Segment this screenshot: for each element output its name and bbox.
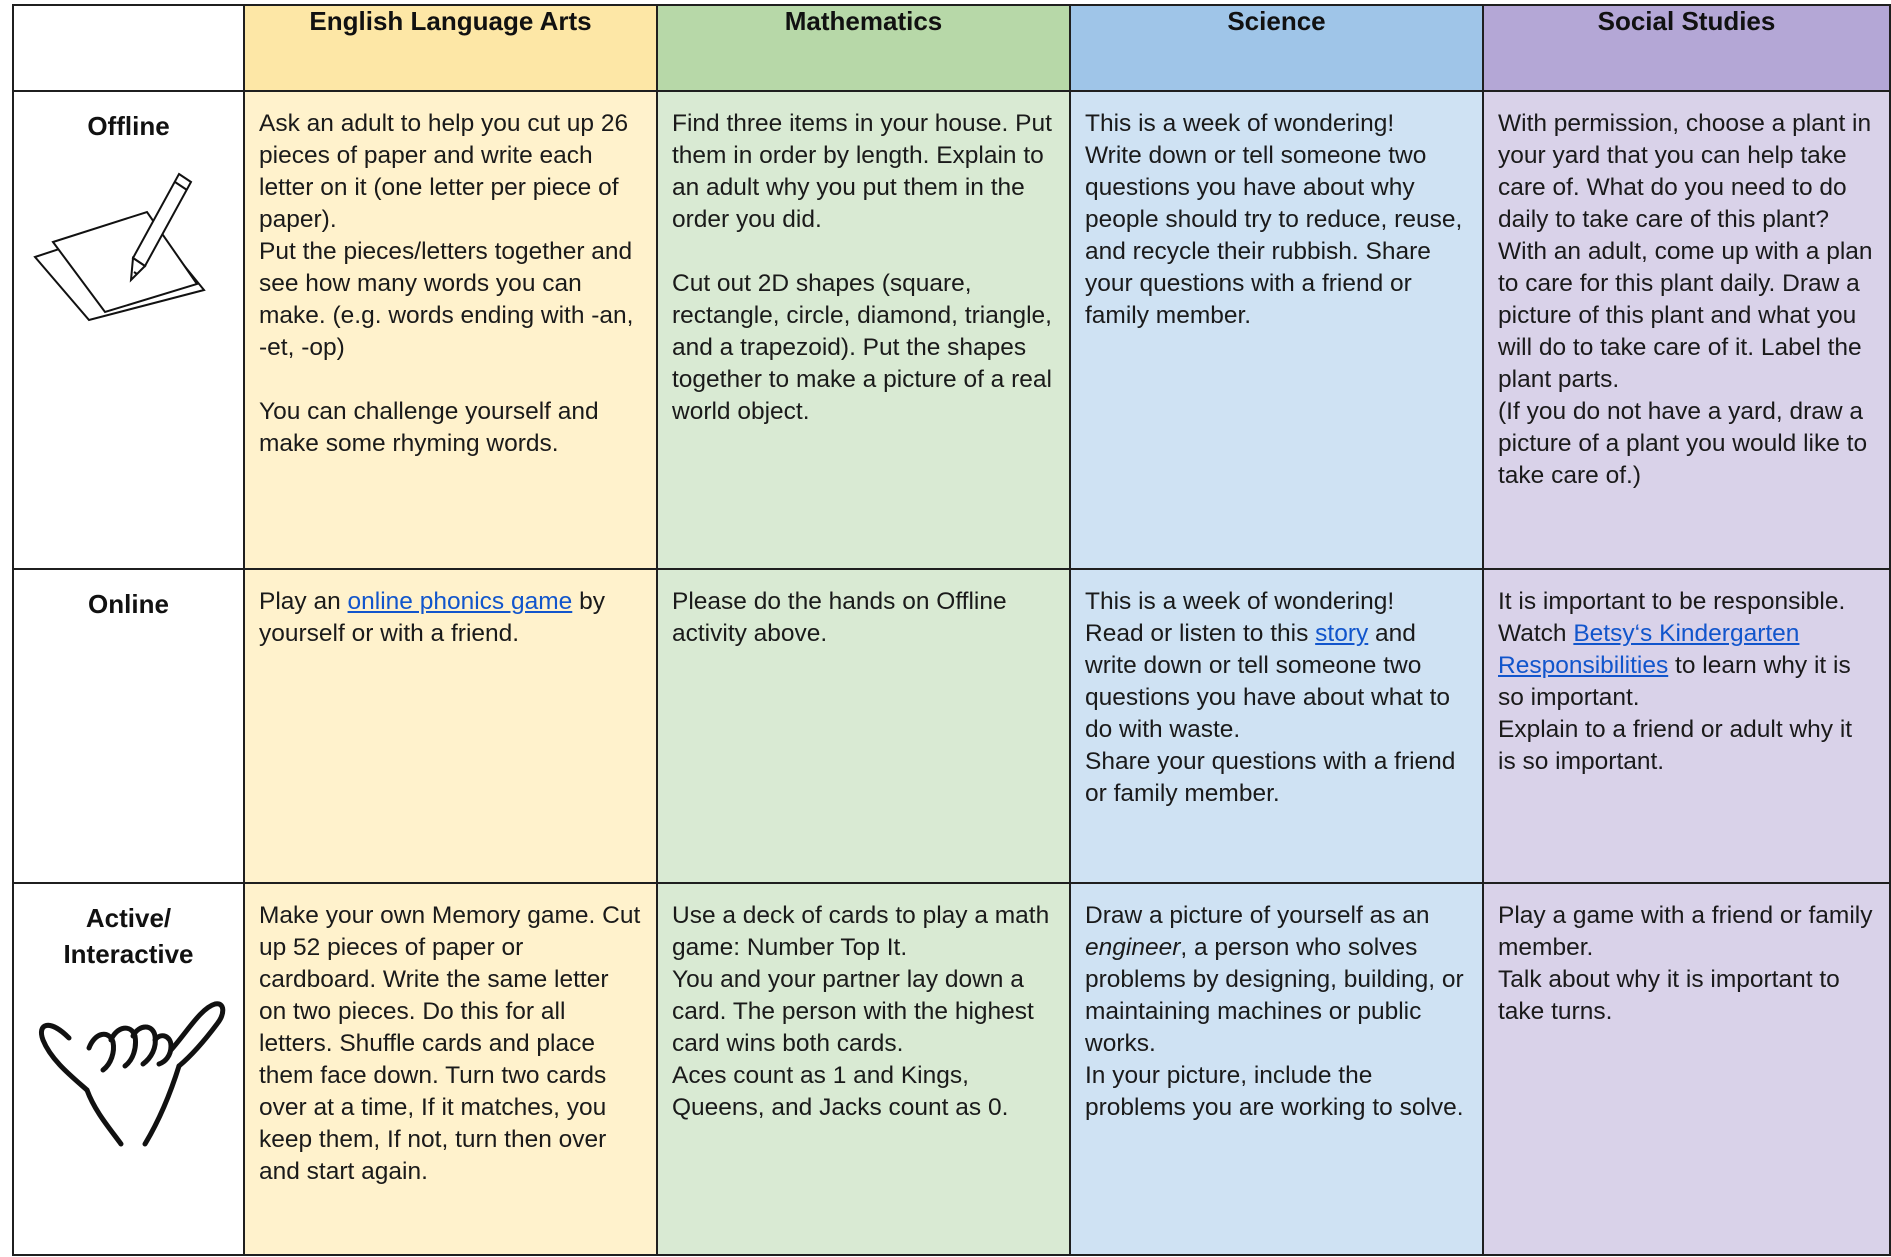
row-label-online-cell — [13, 569, 244, 883]
header-science: Science — [1070, 5, 1483, 91]
cell-active-social — [1483, 883, 1890, 1255]
text: Play a game with a friend or family member. — [1498, 902, 1873, 961]
cell-online-math — [657, 569, 1070, 883]
text: In your picture, include the problems you are working to solve. — [1085, 1062, 1464, 1121]
text: It is important to be responsible. — [1498, 588, 1846, 615]
responsibilities-video-link[interactable]: Betsy‘s Kindergarten Responsibilities — [1498, 620, 1800, 679]
paper-and-pencil-icon — [29, 162, 229, 332]
text: You can challenge yourself and make some rhyming words. — [259, 398, 599, 457]
text: Make your own Memory game. Cut up 52 pieces of paper or cardboard. Write the same letter on two pieces. Do this for all letters. Shuffle cards and place them face down. Turn two cards over at a time, If it matches, you keep them, If not, turn then over and start again. — [259, 902, 641, 1185]
row-offline — [13, 91, 1890, 569]
text: Put the pieces/letters together and see how many words you can make. (e.g. words ending with -an, -et, -op) — [259, 238, 634, 361]
text: This is a week of wondering! — [1085, 110, 1395, 137]
row-label-active-line2: Interactive — [63, 939, 194, 969]
cell-active-math — [657, 883, 1070, 1255]
text: You and your partner lay down a card. The person with the highest card wins both cards. — [672, 966, 1034, 1057]
corner-cell — [13, 5, 244, 91]
cell-offline-science — [1070, 91, 1483, 569]
header-row — [13, 5, 1890, 91]
row-label-active — [14, 900, 243, 972]
text — [1498, 618, 1875, 714]
text: Talk about why it is important to take turns. — [1498, 966, 1840, 1025]
story-link[interactable]: story — [1315, 620, 1369, 647]
header-social-studies: Social Studies — [1483, 5, 1890, 91]
cell-offline-ela — [244, 91, 657, 569]
phonics-game-link[interactable]: online phonics game — [347, 588, 573, 615]
activity-grid — [12, 4, 1891, 1256]
header-ela: English Language Arts — [244, 5, 657, 91]
row-label-active-cell — [13, 883, 244, 1255]
cell-online-social — [1483, 569, 1890, 883]
text: (If you do not have a yard, draw a picture of a plant you would like to take care of.) — [1498, 398, 1868, 489]
text: This is a week of wondering! — [1085, 588, 1395, 615]
row-label-offline: Offline — [87, 111, 170, 141]
cell-online-ela — [244, 569, 657, 883]
text: Use a deck of cards to play a math game: Number Top It. — [672, 902, 1050, 961]
text-post: to learn why it is so important. — [1498, 652, 1851, 711]
text: Share your questions with a friend or family member. — [1085, 748, 1456, 807]
text — [1085, 618, 1468, 746]
text: With permission, choose a plant in your yard that you can help take care of. What do you need to do daily to take care of this plant? With an adult, come up with a plan to care for this plant daily. Draw a picture of this plant and what you will do to take care of it. Label the plant parts. — [1498, 110, 1873, 393]
row-online — [13, 569, 1890, 883]
text-pre: Play an — [259, 588, 348, 615]
text-pre: Read or listen to this — [1085, 620, 1316, 647]
row-label-active-line1: Active/ — [85, 903, 172, 933]
hand-gesture-icon — [29, 978, 229, 1148]
row-active-interactive — [13, 883, 1890, 1255]
text-post: , a person who solves problems by designing, building, or maintaining machines or public works. — [1085, 934, 1464, 1057]
cell-offline-math — [657, 91, 1070, 569]
header-math: Mathematics — [657, 5, 1070, 91]
text: Please do the hands on Offline activity above. — [672, 588, 1007, 647]
text: Write down or tell someone two questions you have about why people should try to reduce, reuse, and recycle their rubbish. Share your questions with a friend or family member. — [1085, 142, 1463, 329]
text-pre: Draw a picture of yourself as an — [1085, 902, 1430, 929]
text-post: by yourself or with a friend. — [259, 588, 605, 647]
text — [259, 586, 642, 650]
text: Aces count as 1 and Kings, Queens, and Jacks count as 0. — [672, 1062, 1009, 1121]
cell-active-ela — [244, 883, 657, 1255]
cell-online-science — [1070, 569, 1483, 883]
row-label-offline-cell — [13, 91, 244, 569]
text — [1085, 900, 1468, 1060]
text: Ask an adult to help you cut up 26 pieces of paper and write each letter on it (one letter per piece of paper). — [259, 110, 629, 233]
text: Find three items in your house. Put them in order by length. Explain to an adult why you put them in the order you did. — [672, 110, 1052, 233]
text-post: and write down or tell someone two questions you have about what to do with waste. — [1085, 620, 1451, 743]
engineer-emphasis: engineer — [1085, 934, 1181, 961]
cell-active-science — [1070, 883, 1483, 1255]
text-pre: Watch — [1498, 620, 1574, 647]
cell-offline-social — [1483, 91, 1890, 569]
text: Explain to a friend or adult why it is so important. — [1498, 716, 1853, 775]
text: Cut out 2D shapes (square, rectangle, circle, diamond, triangle, and a trapezoid). Put the shapes together to make a picture of a real world object. — [672, 270, 1052, 425]
row-label-online: Online — [88, 589, 169, 619]
